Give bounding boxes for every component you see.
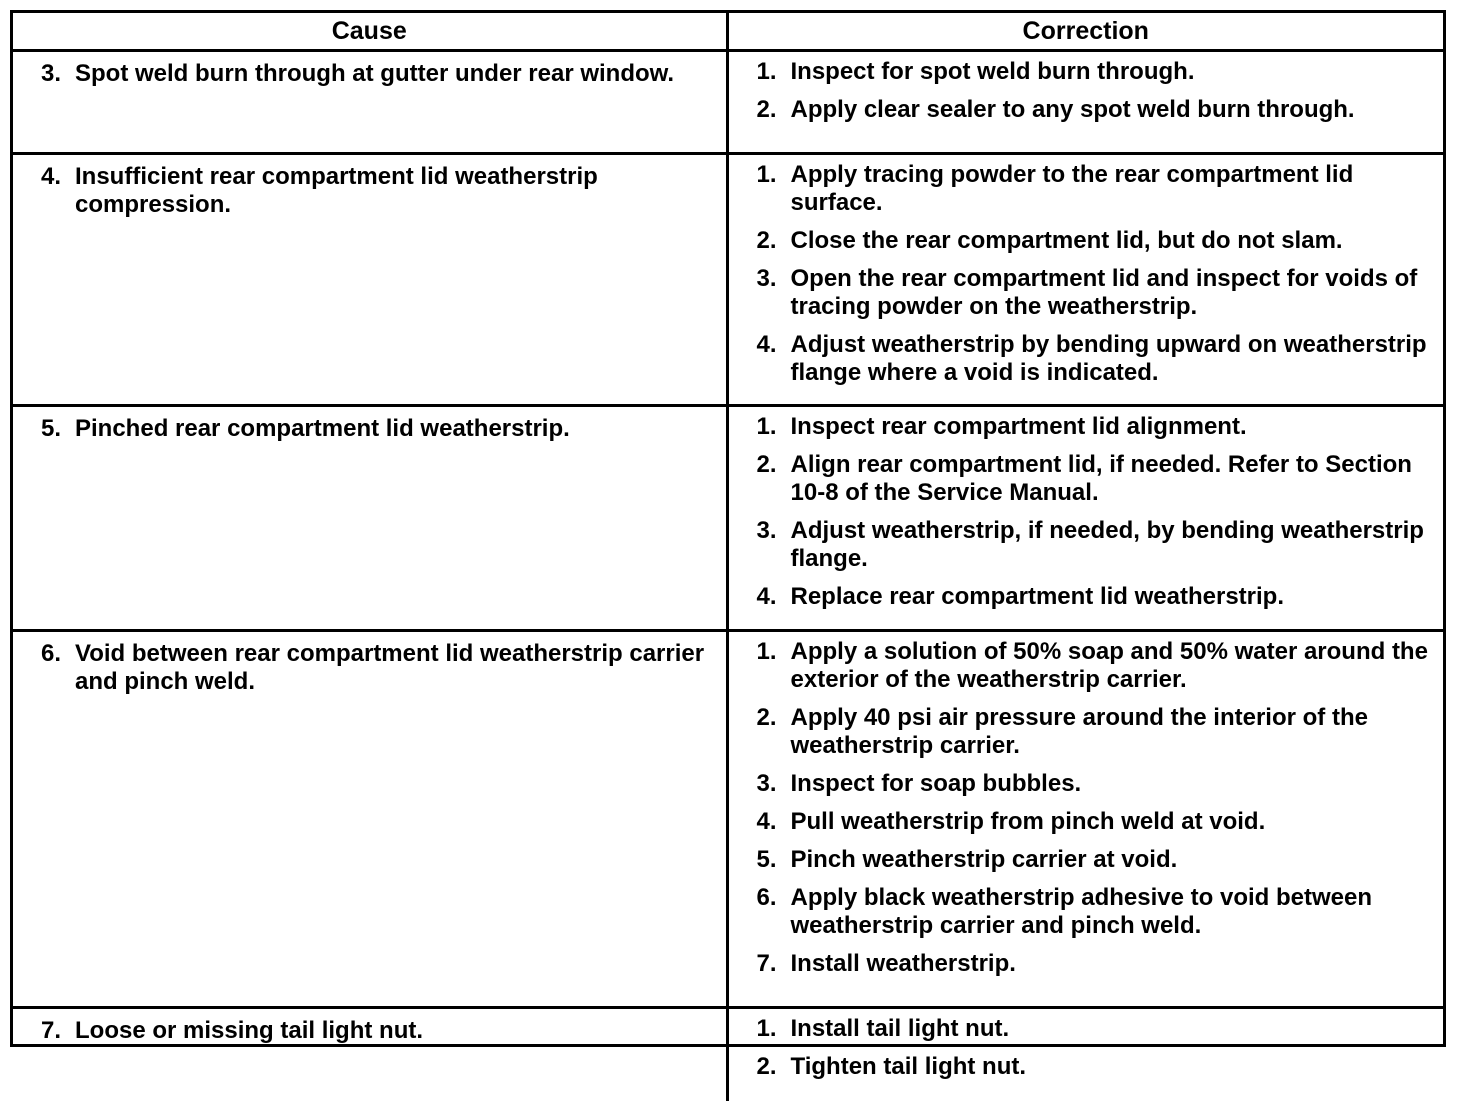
cause-number: 7. <box>41 1017 75 1045</box>
cause-cell <box>13 406 727 631</box>
step-number: 1. <box>757 638 791 666</box>
cause-correction-table <box>13 13 1443 1101</box>
cause-cell <box>13 631 727 1008</box>
step-text: Close the rear compartment lid, but do not slam. <box>791 227 1434 255</box>
header-row <box>13 13 1443 51</box>
list-item <box>757 58 1434 86</box>
list-item <box>757 451 1434 507</box>
step-number: 6. <box>757 884 791 912</box>
list-item <box>757 1015 1434 1043</box>
cause-number: 3. <box>41 60 75 88</box>
step-number: 4. <box>757 583 791 611</box>
cause-number: 5. <box>41 415 75 443</box>
cause-text: Loose or missing tail light nut. <box>75 1017 706 1045</box>
step-number: 1. <box>757 58 791 86</box>
step-text: Tighten tail light nut. <box>791 1053 1434 1081</box>
step-text: Inspect for spot weld burn through. <box>791 58 1434 86</box>
list-item <box>757 1053 1434 1081</box>
step-text: Open the rear compartment lid and inspect for voids of tracing powder on the weatherstrip. <box>791 265 1434 321</box>
cause-cell <box>13 1008 727 1101</box>
step-text: Apply 40 psi air pressure around the interior of the weatherstrip carrier. <box>791 704 1434 760</box>
step-number: 5. <box>757 846 791 874</box>
list-item <box>757 161 1434 217</box>
step-number: 1. <box>757 1015 791 1043</box>
correction-cell <box>727 1008 1443 1101</box>
correction-header: Correction <box>727 13 1443 51</box>
step-text: Adjust weatherstrip, if needed, by bending weatherstrip flange. <box>791 517 1434 573</box>
list-item <box>757 808 1434 836</box>
step-text: Pinch weatherstrip carrier at void. <box>791 846 1434 874</box>
list-item <box>757 413 1434 441</box>
list-item <box>757 638 1434 694</box>
cause-text: Insufficient rear compartment lid weatherstrip compression. <box>75 163 706 219</box>
table-row <box>13 631 1443 1008</box>
list-item <box>757 583 1434 611</box>
step-number: 2. <box>757 704 791 732</box>
step-number: 1. <box>757 161 791 189</box>
cause-text: Pinched rear compartment lid weatherstrip. <box>75 415 706 443</box>
list-item <box>757 331 1434 387</box>
list-item <box>757 950 1434 978</box>
correction-cell <box>727 154 1443 406</box>
table-row <box>13 51 1443 154</box>
list-item <box>757 517 1434 573</box>
step-number: 3. <box>757 265 791 293</box>
step-number: 3. <box>757 517 791 545</box>
step-text: Inspect for soap bubbles. <box>791 770 1434 798</box>
diagnosis-table <box>10 10 1446 1047</box>
list-item <box>757 227 1434 255</box>
cause-cell <box>13 51 727 154</box>
table-row <box>13 1008 1443 1101</box>
table-row <box>13 154 1443 406</box>
list-item <box>757 704 1434 760</box>
step-text: Align rear compartment lid, if needed. Refer to Section 10-8 of the Service Manual. <box>791 451 1434 507</box>
step-number: 2. <box>757 96 791 124</box>
step-number: 2. <box>757 1053 791 1081</box>
step-text: Inspect rear compartment lid alignment. <box>791 413 1434 441</box>
list-item <box>757 265 1434 321</box>
list-item <box>757 770 1434 798</box>
step-text: Apply clear sealer to any spot weld burn through. <box>791 96 1434 124</box>
cause-text: Spot weld burn through at gutter under rear window. <box>75 60 706 88</box>
step-number: 1. <box>757 413 791 441</box>
list-item <box>757 846 1434 874</box>
step-text: Install weatherstrip. <box>791 950 1434 978</box>
step-text: Apply tracing powder to the rear compartment lid surface. <box>791 161 1434 217</box>
step-text: Pull weatherstrip from pinch weld at void. <box>791 808 1434 836</box>
correction-cell <box>727 406 1443 631</box>
list-item <box>757 884 1434 940</box>
step-text: Apply black weatherstrip adhesive to void between weatherstrip carrier and pinch weld. <box>791 884 1434 940</box>
step-text: Install tail light nut. <box>791 1015 1434 1043</box>
cause-number: 6. <box>41 640 75 668</box>
correction-cell <box>727 631 1443 1008</box>
cause-number: 4. <box>41 163 75 191</box>
step-number: 7. <box>757 950 791 978</box>
step-number: 3. <box>757 770 791 798</box>
cause-cell <box>13 154 727 406</box>
cause-text: Void between rear compartment lid weatherstrip carrier and pinch weld. <box>75 640 706 696</box>
step-text: Apply a solution of 50% soap and 50% water around the exterior of the weatherstrip carrier. <box>791 638 1434 694</box>
step-text: Adjust weatherstrip by bending upward on weatherstrip flange where a void is indicated. <box>791 331 1434 387</box>
step-number: 2. <box>757 451 791 479</box>
table-row <box>13 406 1443 631</box>
step-number: 4. <box>757 331 791 359</box>
cause-header: Cause <box>13 13 727 51</box>
step-text: Replace rear compartment lid weatherstrip. <box>791 583 1434 611</box>
step-number: 4. <box>757 808 791 836</box>
step-number: 2. <box>757 227 791 255</box>
list-item <box>757 96 1434 124</box>
correction-cell <box>727 51 1443 154</box>
